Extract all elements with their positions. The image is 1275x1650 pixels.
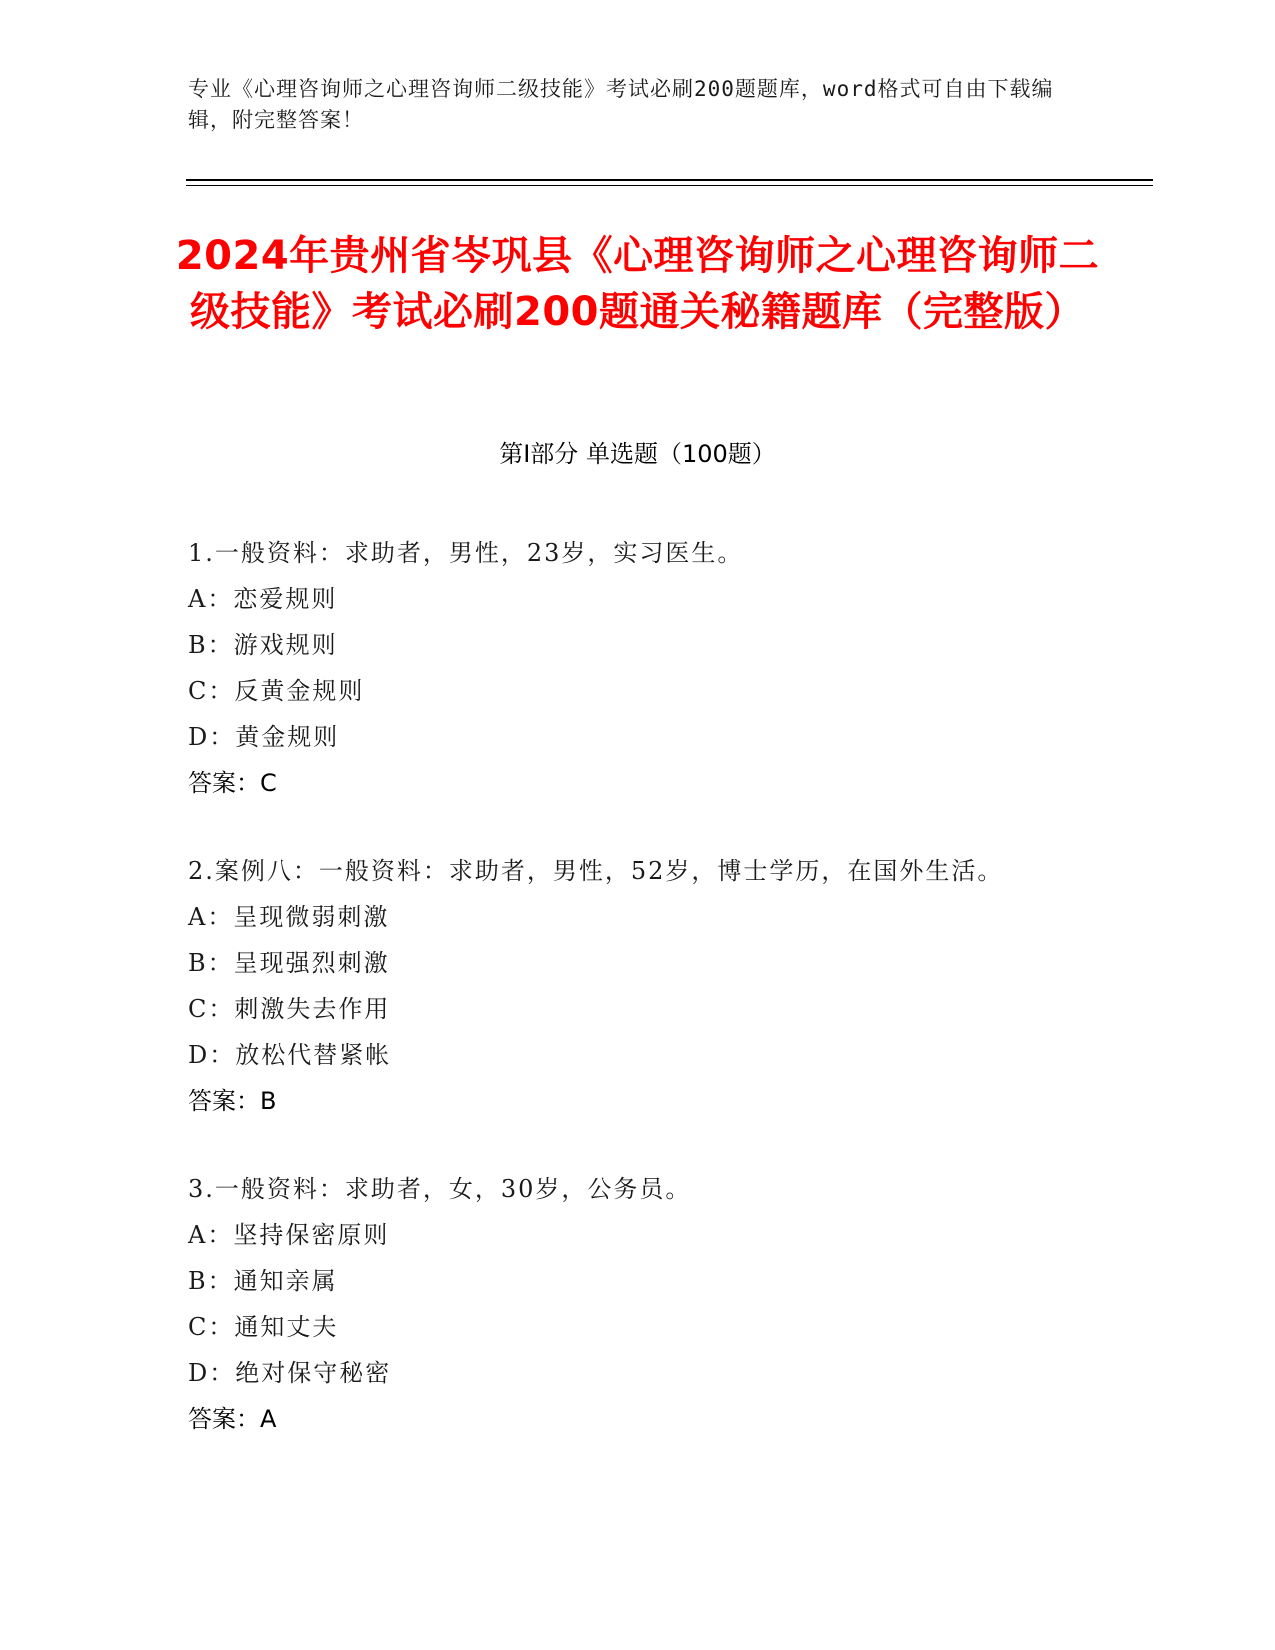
- header-note: 专业《心理咨询师之心理咨询师二级技能》考试必刷200题题库，word格式可自由下载编辑，附完整答案！: [188, 77, 1054, 132]
- option-c: C：刺激失去作用: [188, 995, 391, 1023]
- header-divider-thin: [186, 185, 1153, 186]
- answer-line: 答案：B: [188, 1087, 277, 1115]
- option-d: D：绝对保守秘密: [188, 1359, 392, 1387]
- option-b: B：通知亲属: [188, 1267, 338, 1295]
- header-divider-thick: [186, 179, 1153, 181]
- option-d: D：黄金规则: [188, 723, 340, 751]
- option-b: B：游戏规则: [188, 631, 338, 659]
- option-c: C：反黄金规则: [188, 677, 365, 705]
- question-stem: 1.一般资料：求助者，男性，23岁，实习医生。: [188, 539, 744, 567]
- question-2: [188, 848, 1068, 1124]
- question-stem: 3.一般资料：求助者，女，30岁，公务员。: [188, 1175, 692, 1203]
- option-b: B：呈现强烈刺激: [188, 949, 390, 977]
- option-d: D：放松代替紧帐: [188, 1041, 392, 1069]
- question-1: [188, 530, 1068, 806]
- section-heading: 第Ⅰ部分 单选题（100题）: [499, 440, 776, 468]
- option-a: A：呈现微弱刺激: [188, 903, 390, 931]
- answer-line: 答案：C: [188, 769, 277, 797]
- question-3: [188, 1166, 1068, 1442]
- option-a: A：恋爱规则: [188, 585, 338, 613]
- option-c: C：通知丈夫: [188, 1313, 339, 1341]
- option-a: A：坚持保密原则: [188, 1221, 390, 1249]
- question-list: [188, 530, 1068, 1484]
- answer-line: 答案：A: [188, 1405, 277, 1433]
- document-title: 2024年贵州省岑巩县《心理咨询师之心理咨询师二级技能》考试必刷200题通关秘籍题库（完整版）: [175, 233, 1100, 335]
- question-stem: 2.案例八：一般资料：求助者，男性，52岁，博士学历，在国外生活。: [188, 857, 1004, 885]
